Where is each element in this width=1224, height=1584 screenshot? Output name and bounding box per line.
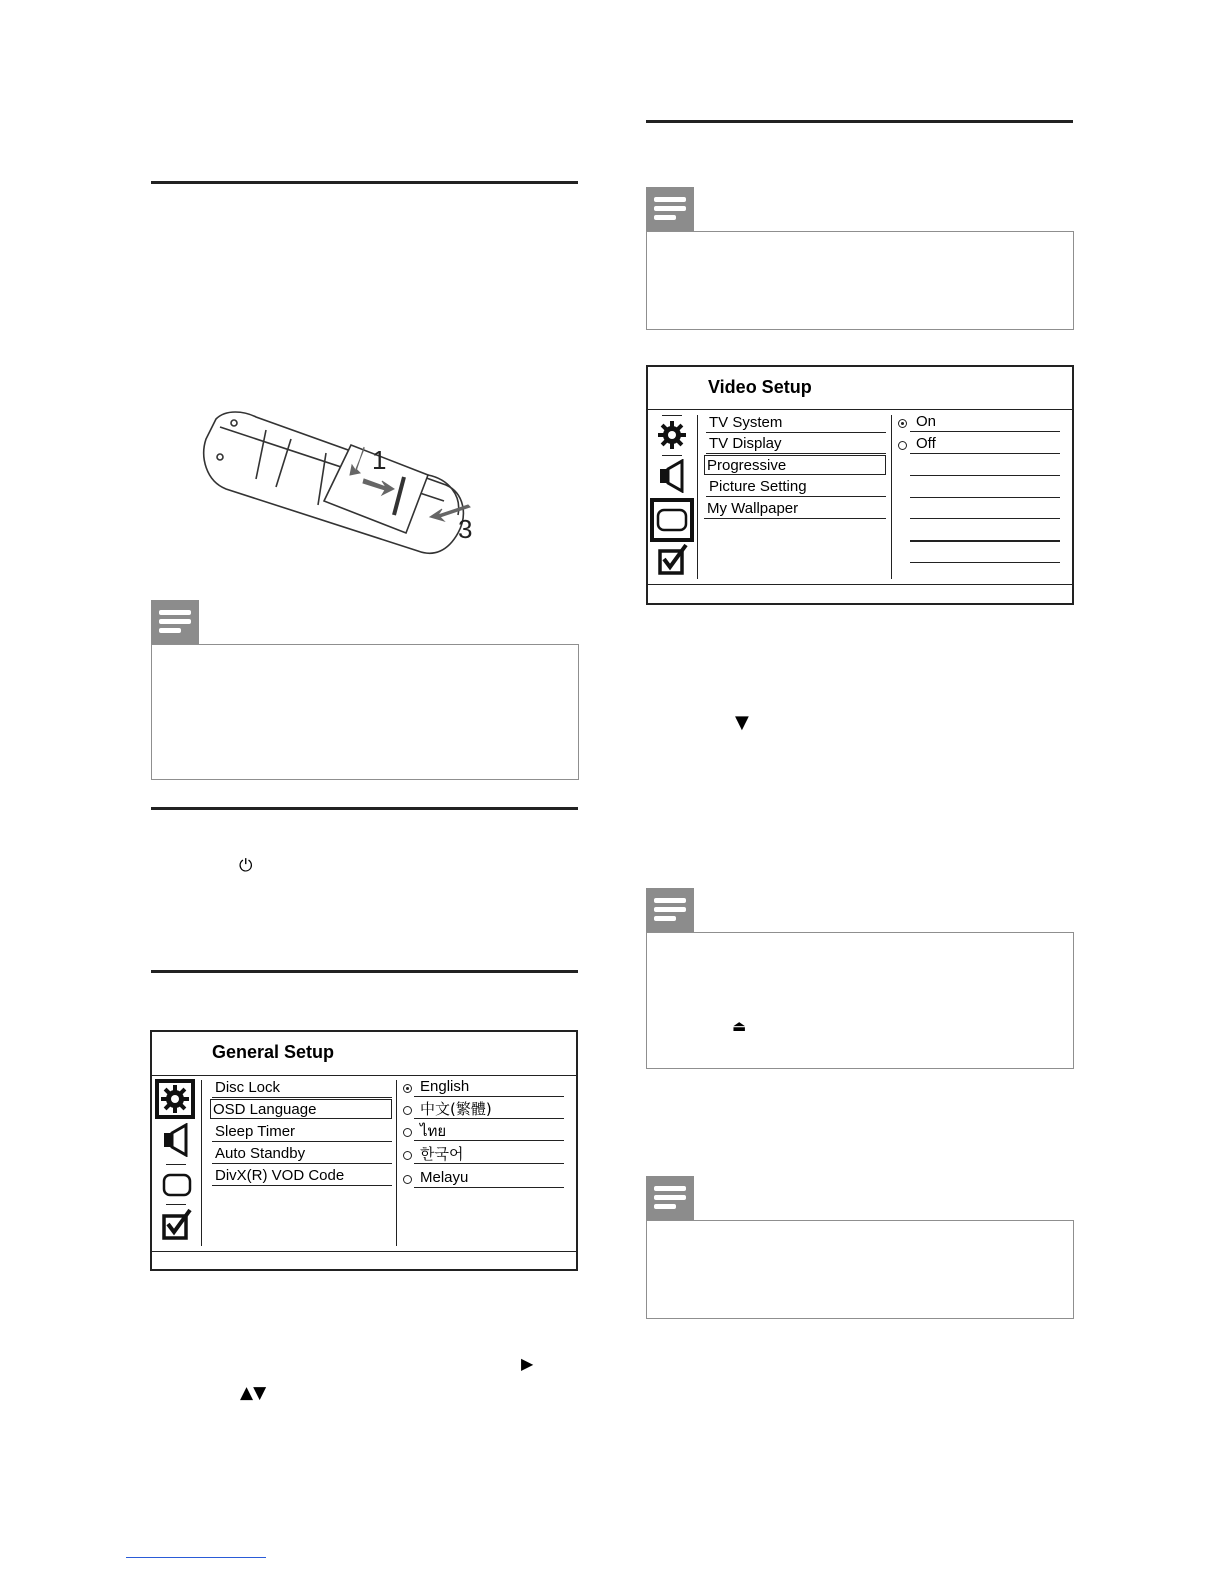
callout-1: 1 bbox=[372, 445, 387, 475]
screen-icon bbox=[654, 502, 690, 538]
menu-item-tv-system[interactable]: TV System bbox=[706, 413, 886, 433]
speaker-icon bbox=[162, 1123, 192, 1157]
note-box bbox=[646, 1220, 1074, 1319]
radio[interactable] bbox=[403, 1128, 412, 1137]
tab-preferences[interactable] bbox=[658, 543, 698, 583]
option-on[interactable]: On bbox=[910, 412, 1060, 432]
menu-item-progressive[interactable]: Progressive bbox=[704, 455, 886, 475]
note-box bbox=[646, 231, 1074, 330]
radio-selected[interactable] bbox=[898, 419, 907, 428]
tab-audio[interactable] bbox=[162, 1123, 202, 1163]
radio[interactable] bbox=[403, 1175, 412, 1184]
option-off[interactable]: Off bbox=[910, 434, 1060, 454]
gear-icon bbox=[656, 419, 688, 451]
tab-general[interactable] bbox=[155, 1079, 195, 1119]
screen-icon bbox=[162, 1170, 192, 1200]
menu-title: Video Setup bbox=[708, 377, 812, 397]
option-chinese[interactable]: 中文(繁體) bbox=[414, 1099, 564, 1119]
section-rule-video bbox=[646, 120, 1073, 123]
menu-item-divx-vod[interactable]: DivX(R) VOD Code bbox=[212, 1166, 392, 1186]
tab-general[interactable] bbox=[656, 419, 696, 459]
speaker-icon bbox=[658, 459, 688, 493]
checkbox-icon bbox=[162, 1208, 194, 1240]
menu-item-sleep-timer[interactable]: Sleep Timer bbox=[212, 1122, 392, 1142]
radio-selected[interactable] bbox=[403, 1084, 412, 1093]
menu-title: General Setup bbox=[212, 1042, 335, 1062]
radio[interactable] bbox=[403, 1106, 412, 1115]
option-korean[interactable]: 한국어 bbox=[414, 1144, 564, 1164]
right-arrow-icon: ▶ bbox=[521, 1354, 534, 1373]
tab-preferences[interactable] bbox=[162, 1208, 202, 1248]
remote-battery-illustration bbox=[196, 405, 486, 565]
note-icon bbox=[646, 187, 694, 231]
note-icon bbox=[646, 888, 694, 932]
menu-item-my-wallpaper[interactable]: My Wallpaper bbox=[704, 499, 886, 519]
note-box bbox=[151, 644, 579, 780]
down-arrow-icon: ▼ bbox=[735, 712, 749, 733]
radio[interactable] bbox=[403, 1151, 412, 1160]
tab-audio[interactable] bbox=[658, 459, 698, 499]
video-setup-menu bbox=[646, 365, 1074, 605]
footer-link-underline[interactable] bbox=[126, 1557, 266, 1558]
eject-icon: ⏏ bbox=[732, 1017, 747, 1035]
note-icon bbox=[151, 600, 199, 644]
gear-icon bbox=[159, 1083, 191, 1115]
power-icon: ⏻ bbox=[239, 856, 253, 876]
option-english[interactable]: English bbox=[414, 1077, 564, 1097]
option-thai[interactable]: ไทย bbox=[414, 1121, 564, 1141]
checkbox-icon bbox=[658, 543, 690, 575]
section-rule-general bbox=[151, 970, 578, 973]
note-icon bbox=[646, 1176, 694, 1220]
menu-item-tv-display[interactable]: TV Display bbox=[706, 434, 886, 454]
menu-item-auto-standby[interactable]: Auto Standby bbox=[212, 1144, 392, 1164]
note-box bbox=[646, 932, 1074, 1069]
menu-item-picture-setting[interactable]: Picture Setting bbox=[706, 477, 886, 497]
section-rule-power bbox=[151, 807, 578, 810]
general-setup-menu bbox=[150, 1030, 578, 1271]
section-rule-remote bbox=[151, 181, 578, 184]
callout-3: 3 bbox=[458, 514, 473, 544]
tab-video[interactable] bbox=[650, 498, 694, 542]
up-down-arrow-icon: ▲▼ bbox=[240, 1383, 267, 1403]
menu-item-osd-language[interactable]: OSD Language bbox=[210, 1099, 392, 1119]
menu-item-disc-lock[interactable]: Disc Lock bbox=[212, 1078, 392, 1098]
radio[interactable] bbox=[898, 441, 907, 450]
option-melayu[interactable]: Melayu bbox=[414, 1168, 564, 1188]
